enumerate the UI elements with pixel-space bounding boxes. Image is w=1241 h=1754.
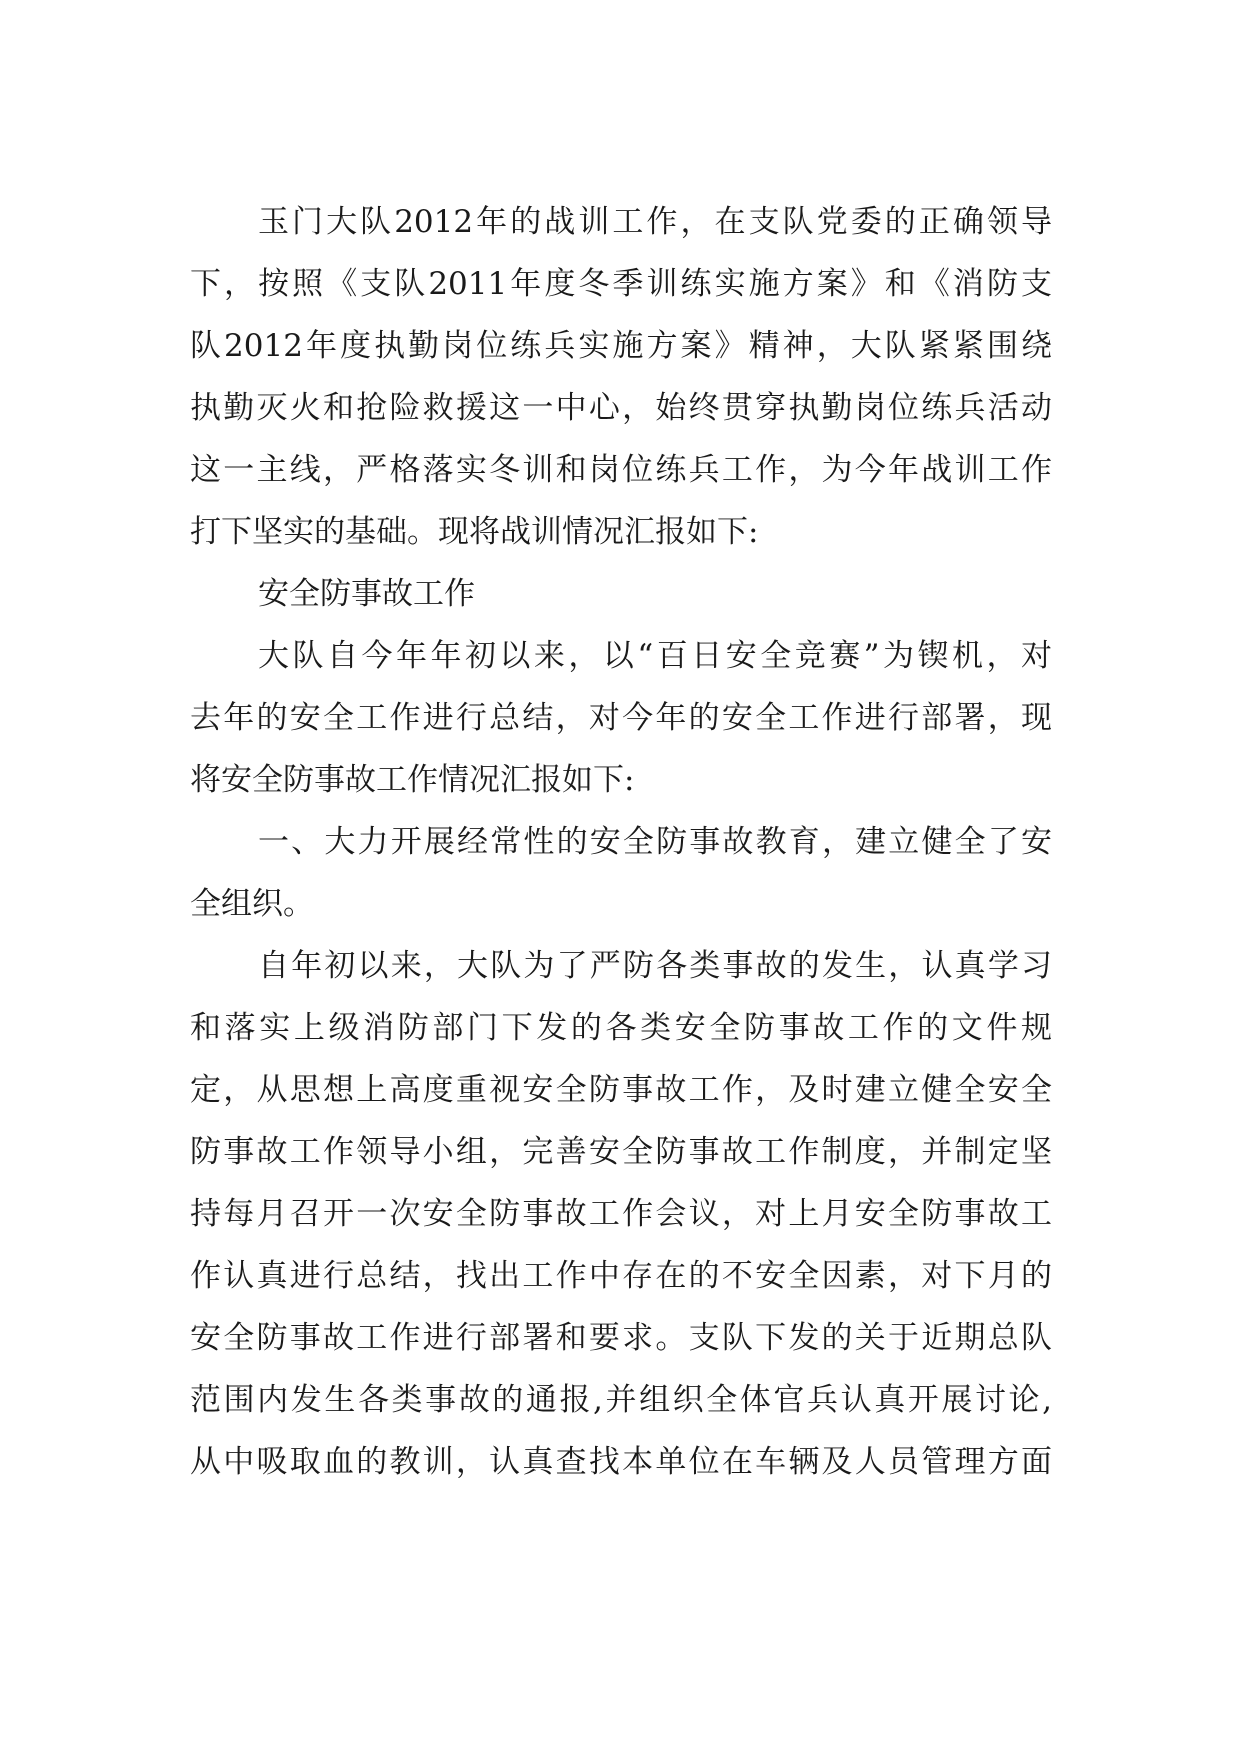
paragraph-line: 安全防事故工作进行部署和要求。支队下发的关于近期总队 <box>190 1320 1052 1356</box>
paragraph-line: 和落实上级消防部门下发的各类安全防事故工作的文件规 <box>190 1010 1052 1046</box>
paragraph-line: 执勤灭火和抢险救援这一中心，始终贯穿执勤岗位练兵活动 <box>190 390 1052 426</box>
paragraph-line: 防事故工作领导小组，完善安全防事故工作制度，并制定坚 <box>190 1134 1052 1170</box>
paragraph-line: 队2012年度执勤岗位练兵实施方案》精神，大队紧紧围绕 <box>190 328 1052 364</box>
paragraph-line: 大队自今年年初以来，以“百日安全竞赛”为锲机，对 <box>258 638 1052 674</box>
paragraph-line: 这一主线，严格落实冬训和岗位练兵工作，为今年战训工作 <box>190 452 1052 488</box>
paragraph-line: 范围内发生各类事故的通报,并组织全体官兵认真开展讨论, <box>190 1382 1052 1418</box>
paragraph-line: 打下坚实的基础。现将战训情况汇报如下: <box>190 514 759 550</box>
paragraph-line: 下，按照《支队2011年度冬季训练实施方案》和《消防支 <box>190 266 1052 302</box>
section-heading: 安全防事故工作 <box>258 576 475 612</box>
paragraph-line: 持每月召开一次安全防事故工作会议，对上月安全防事故工 <box>190 1196 1052 1232</box>
paragraph-line: 自年初以来，大队为了严防各类事故的发生，认真学习 <box>258 948 1052 984</box>
paragraph-line: 去年的安全工作进行总结，对今年的安全工作进行部署，现 <box>190 700 1052 736</box>
paragraph-line: 将安全防事故工作情况汇报如下: <box>190 762 635 798</box>
paragraph-line: 从中吸取血的教训，认真查找本单位在车辆及人员管理方面 <box>190 1444 1052 1480</box>
paragraph-line: 定，从思想上高度重视安全防事故工作，及时建立健全安全 <box>190 1072 1052 1108</box>
paragraph-line: 全组织。 <box>190 886 314 922</box>
paragraph-line: 作认真进行总结，找出工作中存在的不安全因素，对下月的 <box>190 1258 1052 1294</box>
paragraph-line: 玉门大队2012年的战训工作，在支队党委的正确领导 <box>258 204 1052 240</box>
paragraph-line: 一、大力开展经常性的安全防事故教育，建立健全了安 <box>258 824 1052 860</box>
